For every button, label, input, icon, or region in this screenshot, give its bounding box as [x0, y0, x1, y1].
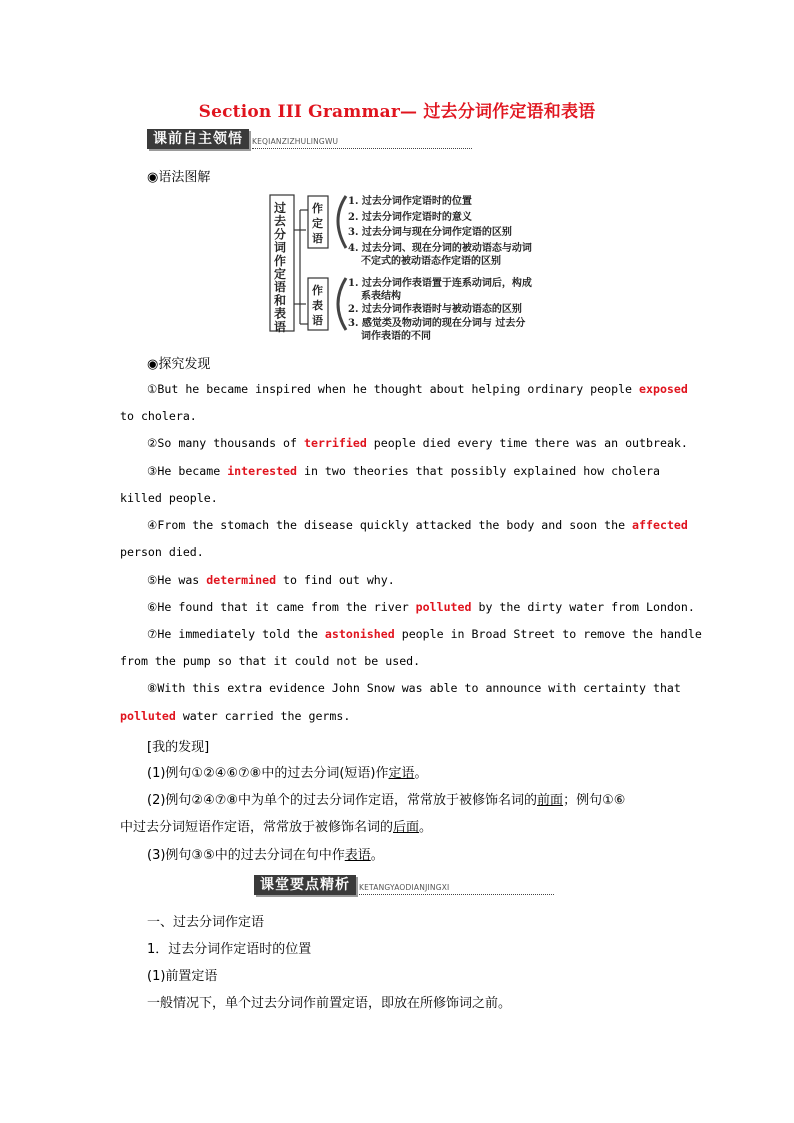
section-banner-class [254, 875, 554, 895]
finding-text: (1)例句①②④⑥⑦⑧中的过去分词(短语)作 [147, 766, 389, 781]
banner-pinyin: KEQIANZIZHULINGWU [252, 136, 472, 149]
example-text: ③He became [147, 464, 228, 478]
highlight-word: determined [206, 573, 277, 587]
diagram-root-char: 作 [274, 253, 287, 268]
example-4-cont: person died. [120, 545, 204, 559]
lesson-heading-3: (1)前置定语 [147, 969, 218, 984]
example-4 [147, 518, 688, 532]
example-text: ①But he became inspired when he thought about helping ordinary people [147, 382, 640, 396]
highlight-word: polluted [120, 709, 176, 723]
diagram-root-char: 语 [274, 280, 287, 295]
diagram-root-char: 分 [274, 227, 287, 242]
grammar-diagram [268, 190, 568, 340]
diagram-root-char: 和 [274, 293, 287, 308]
example-8: ⑧With this extra evidence John Snow was able to announce with certainty that [147, 681, 681, 695]
brace-2 [338, 278, 346, 330]
section-banner-preview [147, 129, 472, 149]
lesson-heading-1: 一、过去分词作定语 [147, 915, 265, 930]
diagram-root-char: 去 [274, 214, 287, 229]
diagram-root-char: 过 [274, 201, 287, 215]
example-text: ⑤He was [147, 573, 207, 587]
highlight-word: interested [227, 464, 298, 478]
highlight-word: affected [632, 518, 688, 532]
finding-text: (2)例句②④⑦⑧中为单个的过去分词作定语，常常放于被修饰名词的 [147, 793, 538, 808]
highlight-word: polluted [415, 600, 472, 614]
finding-text: ；例句①⑥ [563, 793, 626, 808]
example-text: people in Broad Street to remove the handle [394, 627, 702, 641]
finding-3 [147, 844, 384, 863]
finding-text: 。 [370, 848, 384, 863]
finding-text: 。 [414, 766, 428, 781]
diagram-item: 4. 过去分词、现在分词的被动语态与动词 [348, 243, 532, 254]
diagram-branch2-char: 作 [312, 284, 323, 297]
diagram-item: 1. 过去分词作定语时的位置 [348, 196, 472, 207]
finding-answer: 前面 [537, 793, 564, 808]
diagram-item: 3. 过去分词与现在分词作定语的区别 [348, 227, 512, 238]
diagram-root-char: 语 [274, 319, 287, 334]
finding-text: 中过去分词短语作定语，常常放于被修饰名词的 [120, 820, 394, 835]
example-1-cont: to cholera. [120, 409, 197, 423]
finding-answer: 表语 [344, 848, 371, 863]
brace-1 [338, 196, 346, 248]
example-text: ⑥He found that it came from the river [147, 600, 416, 614]
explore-heading: ◉探究发现 [147, 357, 211, 372]
diagram-item: 系表结构 [361, 291, 401, 302]
example-text: people died every time there was an outbreak. [366, 436, 688, 450]
example-text: ②So many thousands of [147, 436, 304, 450]
diagram-branch1-char: 作 [312, 202, 323, 215]
diagram-branch2-char: 表 [312, 299, 323, 312]
diagram-root-char: 词 [274, 240, 287, 255]
diagram-item: 词作表语的不同 [361, 331, 431, 340]
example-7-cont: from the pump so that it could not be used. [120, 654, 421, 668]
finding-2 [147, 789, 625, 808]
finding-2-cont [120, 816, 432, 835]
example-text: in two theories that possibly explained how cholera [297, 464, 660, 478]
diagram-branch1-char: 定 [312, 217, 323, 230]
example-1 [147, 382, 688, 396]
example-text: to find out why. [276, 573, 395, 587]
highlight-word: terrified [303, 436, 367, 450]
lesson-heading-2: 1．过去分词作定语时的位置 [147, 942, 312, 957]
diagram-item: 2. 过去分词作定语时的意义 [348, 212, 472, 223]
findings-label: [我的发现] [147, 740, 210, 755]
diagram-item: 3. 感觉类及物动词的现在分词与 过去分 [348, 318, 526, 329]
lesson-paragraph: 一般情况下，单个过去分词作前置定语，即放在所修饰词之前。 [147, 996, 512, 1011]
example-6 [147, 600, 695, 614]
finding-answer: 定语 [388, 766, 415, 781]
example-3 [147, 464, 660, 478]
example-text: by the dirty water from London. [471, 600, 695, 614]
example-8-cont [120, 709, 350, 723]
example-text: ⑦He immediately told the [147, 627, 325, 641]
example-7 [147, 627, 702, 641]
page-title: Section III Grammar— 过去分词作定语和表语 [198, 102, 596, 122]
diagram-branch2-char: 语 [312, 314, 323, 327]
banner-tag: 课堂要点精析 [254, 875, 356, 895]
finding-text: (3)例句③⑤中的过去分词在句中作 [147, 848, 345, 863]
example-text: water carried the germs. [175, 709, 351, 723]
finding-text: 。 [419, 820, 433, 835]
diagram-item: 2. 过去分词作表语时与被动语态的区别 [348, 304, 522, 315]
diagram-item: 不定式的被动语态作定语的区别 [361, 256, 501, 267]
diagram-heading: ◉语法图解 [147, 170, 211, 185]
highlight-word: astonished [324, 627, 395, 641]
finding-1 [147, 762, 428, 781]
example-5 [147, 573, 395, 587]
diagram-branch1-char: 语 [312, 232, 323, 245]
finding-answer: 后面 [393, 820, 420, 835]
banner-pinyin: KETANGYAODIANJINGXI [359, 882, 554, 895]
diagram-root-char: 表 [274, 306, 287, 321]
highlight-word: exposed [639, 382, 688, 396]
example-2 [147, 436, 688, 450]
diagram-item: 1. 过去分词作表语置于连系动词后，构成 [348, 278, 532, 289]
example-3-cont: killed people. [120, 491, 218, 505]
banner-tag: 课前自主领悟 [147, 129, 249, 149]
example-text: ④From the stomach the disease quickly attacked the body and soon the [147, 518, 633, 532]
diagram-root-char: 定 [274, 267, 287, 281]
